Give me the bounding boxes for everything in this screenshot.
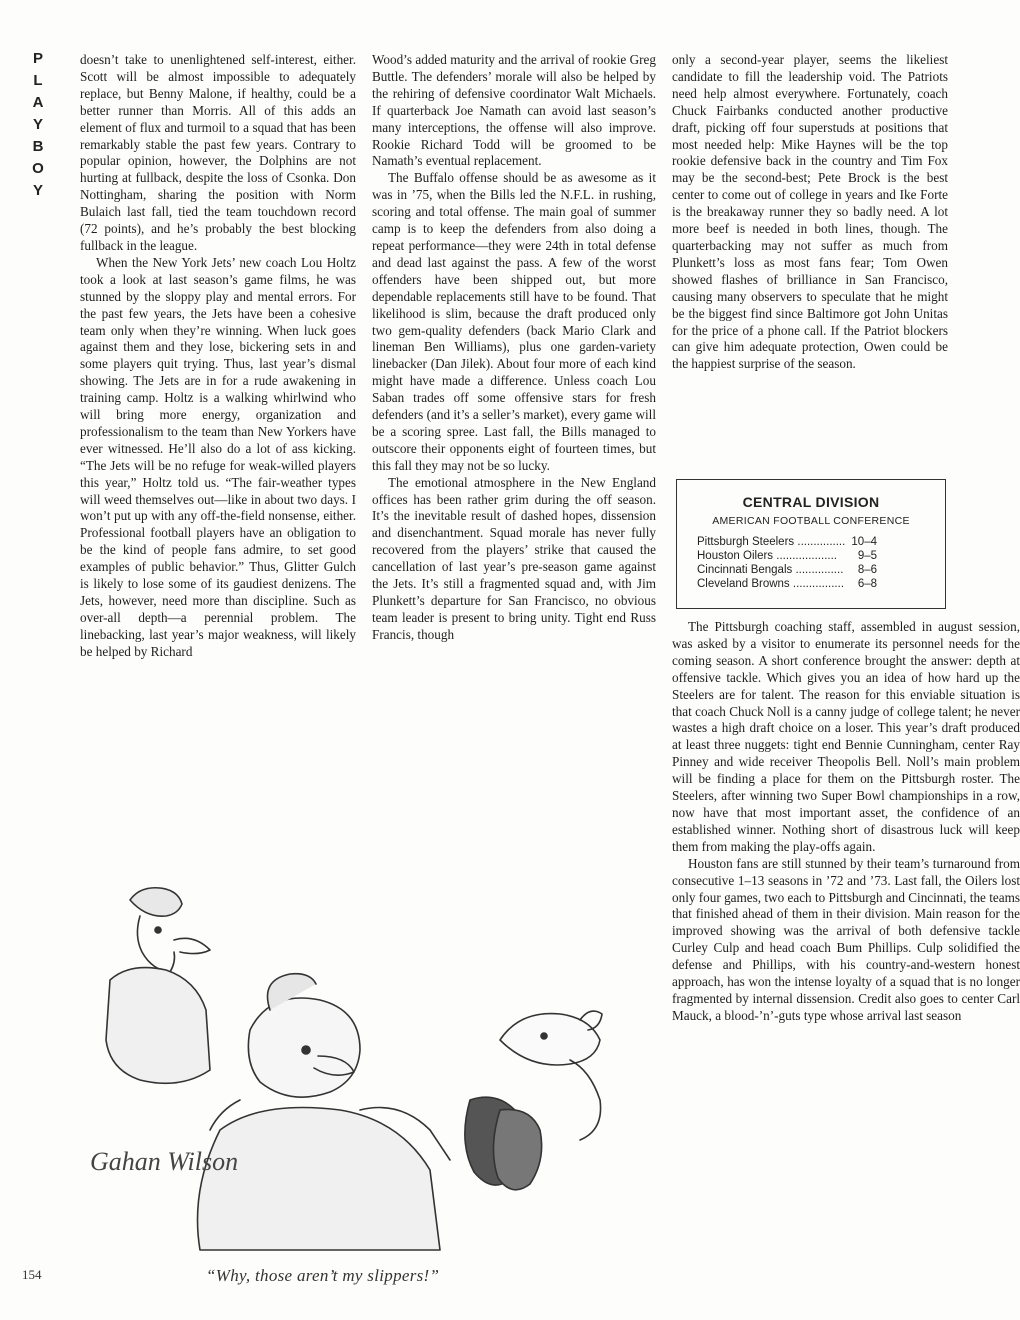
paragraph: The Buffalo offense should be as awesome as it was in ’75, when the Bills led the N.F.L. in rushing, scoring and total offense. The main goal of summer camp is to keep the defenders from also doing a repeat performance—they were 24th in total defense and dead last against the pass. A few of the worst offenders have been shipped out, but more dependable replacements still have to be found. That likelihood is slim, because the draft produced only two gem-quality defenders (back Mario Clark and lineman Ben Williams), plus one garden-variety linebacker (Dan Jilek). About four more of each kind might have made a difference. Unless coach Lou Saban trades off some offensive stars for fresh defenders (and it’s a seller’s market), every game will be a scoring spree. Last fall, the Bills managed to outscore their opponents eight of fourteen times, but this fall they may not be so lucky. <box>372 170 656 473</box>
team-name: Houston Oilers ................... <box>697 550 837 562</box>
masthead-vertical <box>30 48 46 202</box>
standings-row <box>697 563 877 577</box>
masthead-letter: A <box>32 94 44 111</box>
page-number: 154 <box>22 1267 42 1282</box>
paragraph: doesn’t take to unenlightened self-interest, either. Scott will be almost impossible to adequately replace, but Benny Malone, if healthy, could be a better runner than Morris. All of this adds an element of flux and turmoil to a squad that has been remarkably stable the past few years. Contrary to popular opinion, however, the Dolphins are not hurting at fullback, despite the loss of Csonka. Don Nottingham, sharing the position with Norm Bulaich last fall, tied the team touchdown record (72 points), and he’s probably the best blocking fullback in the league. <box>80 52 356 253</box>
paragraph: only a second-year player, seems the likeliest candidate to fill the leadership void. The Patriots need help almost everywhere. Fortunately, coach Chuck Fairbanks conducted another productive draft, picking off four superstuds at positions that most needed help: Mike Haynes will be the top rookie defensive back in the country and Tim Fox may be the second-best; Pete Brock is the best center to come out of college in years and Ike Forte is the breakaway runner they so badly need. A lot more beef is needed in both lines, though. The quarterbacking may not suffer as much from Plunkett’s loss as most fans fear; Tom Owen showed flashes of brilliance in San Francisco, causing many observers to speculate that he might be the biggest find since Baltimore got John Unitas for the price of a phone call. If the Patriot blockers can give him adequate protection, Owen could be the happiest surprise of the season. <box>672 52 948 372</box>
cartoon-illustration <box>70 860 620 1260</box>
standings-subtitle: AMERICAN FOOTBALL CONFERENCE <box>712 515 910 527</box>
paragraph: The Pittsburgh coaching staff, assembled in august session, was asked by a visitor to enumerate its personnel needs for the coming season. A short conference brought the answer: depth at offensive tackle. Which gives you an idea of how hard up the Steelers are for talent. The reason for this enviable situation is that coach Chuck Noll is a canny judge of college talent; he never wastes a high draft choice on a loser. This year’s draft produced at least three nuggets: tight end Bennie Cunningham, center Ray Pinney and wide receiver Theopolis Bell. Noll’s main problem will be finding a place for them on the Pittsburgh roster. The Steelers, after winning two Super Bowl championships in a row, now have that most important asset, the confidence of an established winner. Nothing short of disastrous luck will keep them from making the play-offs again. <box>672 619 1020 854</box>
masthead-letter: O <box>32 160 44 177</box>
standings-table <box>697 535 877 591</box>
paragraph: When the New York Jets’ new coach Lou Holtz took a look at last season’s game films, he was stunned by the sloppy play and mental errors. For the past few years, the Jets have been a cohesive team only when they’re winning. When luck goes against them and they lose, bickering sets in and some players quit trying. Thus, last year’s dismal showing. The Jets are in for a rude awakening in training camp. Holtz is a walking whirlwind who will bring more energy, organization and professionalism to the team than New Yorkers have ever witnessed. He’ll also do a lot of ass kicking. “The Jets will be no refuge for weak-willed players this year,” Holtz told us. “The fair-weather types will weed themselves out—like in about two days. I won’t put up with any off-the-field nonsense, either. Professional football players have an obligation to be the kind of people fans admire, to set good examples of public behavior.” Thus, Glitter Gulch is likely to lose some of its gaudiest denizens. The Jets, however, need more than discipline. Such as over-all depth—a perennial problem. The linebacking, last year’s major weakness, will likely be helped by Richard <box>80 254 356 659</box>
masthead-letter: L <box>33 72 43 89</box>
article-column-3-top <box>672 52 948 373</box>
standings-row <box>697 577 877 591</box>
artist-signature: Gahan Wilson <box>90 1147 239 1176</box>
standings-row <box>697 535 877 549</box>
paragraph: Houston fans are still stunned by their team’s turnaround from consecutive 1–13 seasons in ’72 and ’73. Last fall, the Oilers lost only four games, two each to Pittsburgh and Cincinnati, the teams that finished ahead of them in their division. Main reason for the improved showing was the arrival of both defensive tackle Curley Culp and head coach Bum Phillips. Culp solidified the defense and Phillips, with his country-and-western honest approach, has won the intense loyalty of a squad that is no longer fragmented by internal dissension. Credit also goes to center Carl Mauck, a blood-’n’-guts type whose arrival last season <box>672 855 1020 1023</box>
masthead-letter: Y <box>32 116 43 133</box>
team-record: 10–4 <box>851 536 877 548</box>
paragraph: The emotional atmosphere in the New England offices has been rather grim during the off season. It’s the inevitable result of dashed hopes, dissension and disenchantment. Squad morale has never fully recovered from the players’ strike that caused the cancellation of last year’s pre-season game against the Jets. It’s still a fragmented squad and, with Jim Plunkett’s departure for San Francisco, no obvious team leader is present to bring unity. Tight end Russ Francis, though <box>372 474 656 642</box>
team-record: 8–6 <box>857 564 877 576</box>
masthead-letter: Y <box>32 182 43 199</box>
paragraph: Wood’s added maturity and the arrival of rookie Greg Buttle. The defenders’ morale will also be helped by the rehiring of defensive coordinator Walt Michaels. If quarterback Joe Namath can avoid last season’s many interceptions, the offense will also improve. Rookie Richard Todd will be groomed to be Namath’s eventual replacement. <box>372 52 656 169</box>
cartoon-caption: “Why, those aren’t my slippers!” <box>206 1266 440 1285</box>
standings-title: CENTRAL DIVISION <box>742 494 880 510</box>
article-column-3-bottom <box>672 619 1020 1025</box>
article-column-2 <box>372 52 656 644</box>
team-record: 6–8 <box>857 578 877 590</box>
standings-row <box>697 549 877 563</box>
team-name: Cleveland Browns ................ <box>697 578 845 590</box>
masthead-letter: P <box>32 50 43 67</box>
team-name: Pittsburgh Steelers ............... <box>697 536 846 548</box>
masthead-letter: B <box>32 138 44 155</box>
team-name: Cincinnati Bengals ............... <box>697 564 844 576</box>
article-column-1 <box>80 52 356 661</box>
standings-box <box>676 479 946 609</box>
team-record: 9–5 <box>857 550 877 562</box>
